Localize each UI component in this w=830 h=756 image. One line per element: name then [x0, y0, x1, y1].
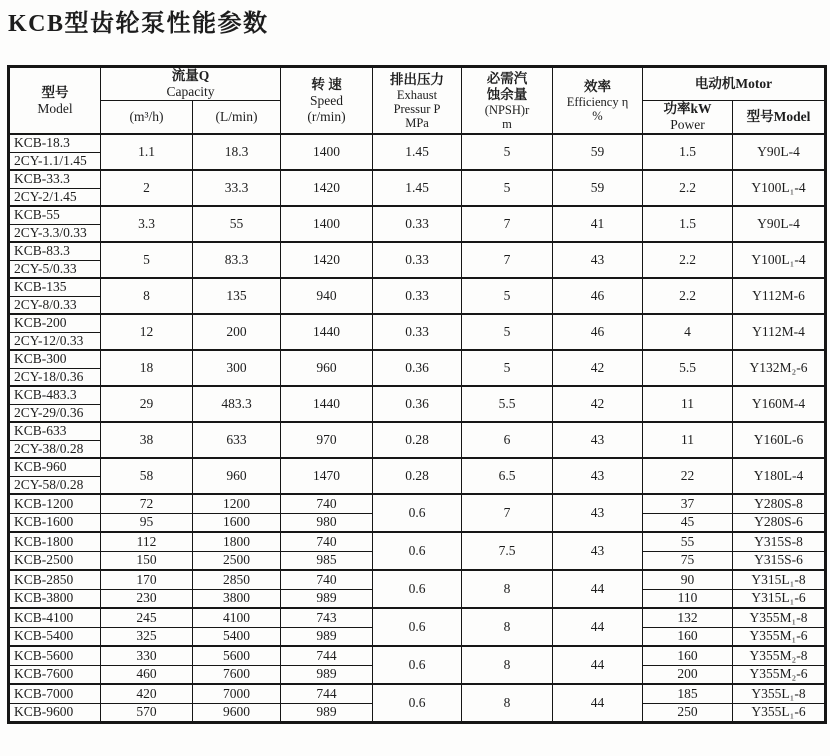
capacity-m3h-cell: 3.3 [101, 206, 193, 242]
speed-cell: 989 [281, 703, 373, 722]
power-cell: 37 [643, 494, 733, 513]
capacity-m3h-cell: 1.1 [101, 134, 193, 170]
efficiency-cell: 43 [553, 458, 643, 494]
npsh-cell: 5 [462, 134, 553, 170]
pump-model-2cy: 2CY-29/0.36 [9, 404, 101, 422]
power-cell: 160 [643, 627, 733, 646]
header-label-zh: 型号 [41, 84, 69, 100]
pump-model-kcb: KCB-633 [9, 422, 101, 440]
capacity-lmin-cell: 633 [193, 422, 281, 458]
pump-model-kcb: KCB-18.3 [9, 134, 101, 152]
table-row [9, 170, 826, 188]
header-label-unit: m [502, 116, 512, 131]
pump-model-kcb: KCB-2500 [9, 551, 101, 570]
power-cell: 160 [643, 646, 733, 665]
pressure-cell: 0.6 [373, 608, 462, 646]
pump-model-kcb: KCB-33.3 [9, 170, 101, 188]
pump-model-kcb: KCB-960 [9, 458, 101, 476]
table-row [9, 570, 826, 589]
capacity-lmin-cell: 3800 [193, 589, 281, 608]
header-label-zh: 排出压力 [390, 71, 445, 87]
capacity-lmin-cell: 1600 [193, 513, 281, 532]
pump-model-kcb: KCB-1200 [9, 494, 101, 513]
header-label-en: Speed [310, 92, 344, 108]
motor-model-cell: Y355M₁-6 [733, 627, 826, 646]
capacity-lmin-cell: 135 [193, 278, 281, 314]
col-header-model [9, 67, 101, 135]
col-header-lmin [193, 101, 281, 135]
power-cell: 132 [643, 608, 733, 627]
npsh-cell: 8 [462, 684, 553, 722]
pump-model-2cy: 2CY-8/0.33 [9, 296, 101, 314]
table-header-row [9, 67, 826, 101]
pump-model-2cy: 2CY-1.1/1.45 [9, 152, 101, 170]
header-label-en: Power [670, 117, 705, 132]
table-row [9, 242, 826, 260]
header-label-unit: (m³/h) [129, 109, 164, 124]
speed-cell: 1400 [281, 134, 373, 170]
capacity-lmin-cell: 2500 [193, 551, 281, 570]
capacity-m3h-cell: 5 [101, 242, 193, 278]
npsh-cell: 5 [462, 314, 553, 350]
capacity-m3h-cell: 230 [101, 589, 193, 608]
speed-cell: 744 [281, 684, 373, 703]
pump-model-kcb: KCB-5600 [9, 646, 101, 665]
power-cell: 2.2 [643, 170, 733, 206]
speed-cell: 740 [281, 494, 373, 513]
capacity-m3h-cell: 72 [101, 494, 193, 513]
col-header-power [643, 101, 733, 135]
power-cell: 55 [643, 532, 733, 551]
capacity-m3h-cell: 112 [101, 532, 193, 551]
pressure-cell: 1.45 [373, 134, 462, 170]
npsh-cell: 8 [462, 646, 553, 684]
capacity-m3h-cell: 29 [101, 386, 193, 422]
power-cell: 22 [643, 458, 733, 494]
power-cell: 250 [643, 703, 733, 722]
capacity-lmin-cell: 5400 [193, 627, 281, 646]
efficiency-cell: 43 [553, 494, 643, 532]
npsh-cell: 5 [462, 278, 553, 314]
capacity-m3h-cell: 460 [101, 665, 193, 684]
pressure-cell: 0.28 [373, 422, 462, 458]
motor-model-cell: Y160L-6 [733, 422, 826, 458]
speed-cell: 743 [281, 608, 373, 627]
motor-model-cell: Y100L₁-4 [733, 242, 826, 278]
pump-model-kcb: KCB-1600 [9, 513, 101, 532]
motor-model-cell: Y132M₂-6 [733, 350, 826, 386]
pump-model-kcb: KCB-483.3 [9, 386, 101, 404]
table-row [9, 532, 826, 551]
capacity-m3h-cell: 245 [101, 608, 193, 627]
efficiency-cell: 59 [553, 134, 643, 170]
capacity-m3h-cell: 150 [101, 551, 193, 570]
pump-model-2cy: 2CY-2/1.45 [9, 188, 101, 206]
speed-cell: 970 [281, 422, 373, 458]
capacity-lmin-cell: 300 [193, 350, 281, 386]
motor-model-cell: Y315L₁-8 [733, 570, 826, 589]
header-label-en: Efficiency η [566, 94, 629, 109]
capacity-m3h-cell: 12 [101, 314, 193, 350]
npsh-cell: 7 [462, 242, 553, 278]
table-row [9, 278, 826, 296]
col-header-m3h [101, 101, 193, 135]
pressure-cell: 0.6 [373, 570, 462, 608]
header-label-unit: (L/min) [215, 109, 258, 124]
power-cell: 2.2 [643, 242, 733, 278]
pump-model-kcb: KCB-200 [9, 314, 101, 332]
pressure-cell: 0.6 [373, 684, 462, 722]
capacity-lmin-cell: 9600 [193, 703, 281, 722]
pressure-cell: 0.33 [373, 242, 462, 278]
col-header-speed [281, 67, 373, 135]
pump-model-2cy: 2CY-5/0.33 [9, 260, 101, 278]
capacity-m3h-cell: 2 [101, 170, 193, 206]
motor-model-cell: Y355L₁-8 [733, 684, 826, 703]
header-label-en: (NPSH)r [484, 102, 530, 117]
header-label-zh: 型号Model [746, 109, 811, 124]
pressure-cell: 0.33 [373, 314, 462, 350]
motor-model-cell: Y90L-4 [733, 134, 826, 170]
table-row [9, 608, 826, 627]
table-row [9, 314, 826, 332]
capacity-lmin-cell: 200 [193, 314, 281, 350]
pump-model-kcb: KCB-83.3 [9, 242, 101, 260]
capacity-m3h-cell: 325 [101, 627, 193, 646]
capacity-lmin-cell: 18.3 [193, 134, 281, 170]
speed-cell: 1400 [281, 206, 373, 242]
speed-cell: 1420 [281, 170, 373, 206]
motor-model-cell: Y280S-8 [733, 494, 826, 513]
npsh-cell: 6.5 [462, 458, 553, 494]
efficiency-cell: 42 [553, 386, 643, 422]
speed-cell: 940 [281, 278, 373, 314]
speed-cell: 1440 [281, 386, 373, 422]
speed-cell: 985 [281, 551, 373, 570]
pump-model-kcb: KCB-9600 [9, 703, 101, 722]
header-label-en: Model [37, 100, 73, 116]
power-cell: 90 [643, 570, 733, 589]
col-header-capacity [101, 67, 281, 101]
capacity-m3h-cell: 170 [101, 570, 193, 589]
speed-cell: 960 [281, 350, 373, 386]
table-row [9, 422, 826, 440]
efficiency-cell: 43 [553, 532, 643, 570]
power-cell: 2.2 [643, 278, 733, 314]
npsh-cell: 6 [462, 422, 553, 458]
motor-model-cell: Y180L-4 [733, 458, 826, 494]
pump-model-kcb: KCB-1800 [9, 532, 101, 551]
pressure-cell: 0.36 [373, 386, 462, 422]
col-header-motor [643, 67, 826, 101]
pump-model-2cy: 2CY-58/0.28 [9, 476, 101, 494]
motor-model-cell: Y100L₁-4 [733, 170, 826, 206]
header-label-zh: 效率 [584, 78, 612, 94]
capacity-lmin-cell: 960 [193, 458, 281, 494]
power-cell: 11 [643, 422, 733, 458]
npsh-cell: 7.5 [462, 532, 553, 570]
pressure-cell: 0.6 [373, 646, 462, 684]
pump-performance-table [7, 65, 827, 724]
header-label-zh: 蚀余量 [486, 86, 528, 102]
pressure-cell: 0.33 [373, 278, 462, 314]
motor-model-cell: Y280S-6 [733, 513, 826, 532]
header-label-unit: MPa [405, 115, 429, 130]
pressure-cell: 0.33 [373, 206, 462, 242]
capacity-m3h-cell: 58 [101, 458, 193, 494]
pump-model-kcb: KCB-3800 [9, 589, 101, 608]
efficiency-cell: 43 [553, 422, 643, 458]
efficiency-cell: 41 [553, 206, 643, 242]
speed-cell: 1420 [281, 242, 373, 278]
pump-model-2cy: 2CY-38/0.28 [9, 440, 101, 458]
power-cell: 1.5 [643, 206, 733, 242]
table-row [9, 646, 826, 665]
power-cell: 11 [643, 386, 733, 422]
capacity-m3h-cell: 18 [101, 350, 193, 386]
capacity-lmin-cell: 1200 [193, 494, 281, 513]
pump-model-kcb: KCB-300 [9, 350, 101, 368]
speed-cell: 744 [281, 646, 373, 665]
npsh-cell: 5.5 [462, 386, 553, 422]
pump-model-kcb: KCB-7600 [9, 665, 101, 684]
speed-cell: 740 [281, 532, 373, 551]
motor-model-cell: Y315S-6 [733, 551, 826, 570]
pump-model-kcb: KCB-7000 [9, 684, 101, 703]
speed-cell: 1470 [281, 458, 373, 494]
npsh-cell: 5 [462, 350, 553, 386]
header-label-en: Capacity [166, 84, 215, 99]
efficiency-cell: 44 [553, 646, 643, 684]
capacity-lmin-cell: 1800 [193, 532, 281, 551]
efficiency-cell: 44 [553, 684, 643, 722]
power-cell: 4 [643, 314, 733, 350]
header-label-unit: % [592, 108, 603, 123]
table-row [9, 206, 826, 224]
header-label-zh: 电动机Motor [694, 76, 773, 91]
power-cell: 110 [643, 589, 733, 608]
table-row [9, 684, 826, 703]
power-cell: 45 [643, 513, 733, 532]
speed-cell: 989 [281, 589, 373, 608]
capacity-lmin-cell: 5600 [193, 646, 281, 665]
capacity-m3h-cell: 330 [101, 646, 193, 665]
efficiency-cell: 44 [553, 608, 643, 646]
efficiency-cell: 43 [553, 242, 643, 278]
capacity-m3h-cell: 38 [101, 422, 193, 458]
motor-model-cell: Y112M-6 [733, 278, 826, 314]
capacity-m3h-cell: 570 [101, 703, 193, 722]
table-row [9, 458, 826, 476]
capacity-m3h-cell: 95 [101, 513, 193, 532]
motor-model-cell: Y315L₁-6 [733, 589, 826, 608]
capacity-lmin-cell: 33.3 [193, 170, 281, 206]
col-header-npsh [462, 67, 553, 135]
pump-model-kcb: KCB-5400 [9, 627, 101, 646]
capacity-m3h-cell: 8 [101, 278, 193, 314]
header-label-zh: 必需汽 [486, 70, 528, 86]
power-cell: 5.5 [643, 350, 733, 386]
npsh-cell: 8 [462, 570, 553, 608]
header-label-en: Pressur P [393, 101, 441, 116]
col-header-pressure [373, 67, 462, 135]
npsh-cell: 5 [462, 170, 553, 206]
pump-model-2cy: 2CY-12/0.33 [9, 332, 101, 350]
pump-model-kcb: KCB-135 [9, 278, 101, 296]
pump-model-2cy: 2CY-3.3/0.33 [9, 224, 101, 242]
capacity-lmin-cell: 7600 [193, 665, 281, 684]
npsh-cell: 7 [462, 494, 553, 532]
header-label-zh: 转 速 [311, 76, 342, 92]
col-header-motor-model [733, 101, 826, 135]
speed-cell: 989 [281, 665, 373, 684]
pressure-cell: 0.28 [373, 458, 462, 494]
motor-model-cell: Y355M₂-6 [733, 665, 826, 684]
header-label-zh: 流量Q [171, 68, 210, 83]
header-label-zh: 功率kW [663, 101, 712, 116]
header-label-unit: (r/min) [307, 108, 346, 124]
motor-model-cell: Y355L₁-6 [733, 703, 826, 722]
motor-model-cell: Y355M₁-8 [733, 608, 826, 627]
pump-model-kcb: KCB-4100 [9, 608, 101, 627]
col-header-efficiency [553, 67, 643, 135]
speed-cell: 989 [281, 627, 373, 646]
pressure-cell: 1.45 [373, 170, 462, 206]
pressure-cell: 0.6 [373, 494, 462, 532]
motor-model-cell: Y355M₂-8 [733, 646, 826, 665]
table-row [9, 134, 826, 152]
speed-cell: 1440 [281, 314, 373, 350]
motor-model-cell: Y90L-4 [733, 206, 826, 242]
motor-model-cell: Y160M-4 [733, 386, 826, 422]
pressure-cell: 0.6 [373, 532, 462, 570]
pressure-cell: 0.36 [373, 350, 462, 386]
efficiency-cell: 44 [553, 570, 643, 608]
speed-cell: 740 [281, 570, 373, 589]
efficiency-cell: 46 [553, 314, 643, 350]
table-row [9, 386, 826, 404]
efficiency-cell: 59 [553, 170, 643, 206]
table-row [9, 350, 826, 368]
speed-cell: 980 [281, 513, 373, 532]
table-row [9, 494, 826, 513]
power-cell: 1.5 [643, 134, 733, 170]
capacity-lmin-cell: 4100 [193, 608, 281, 627]
capacity-lmin-cell: 7000 [193, 684, 281, 703]
motor-model-cell: Y112M-4 [733, 314, 826, 350]
power-cell: 185 [643, 684, 733, 703]
power-cell: 75 [643, 551, 733, 570]
npsh-cell: 7 [462, 206, 553, 242]
pump-model-2cy: 2CY-18/0.36 [9, 368, 101, 386]
header-label-en: Exhaust [396, 87, 438, 102]
efficiency-cell: 42 [553, 350, 643, 386]
power-cell: 200 [643, 665, 733, 684]
capacity-lmin-cell: 2850 [193, 570, 281, 589]
motor-model-cell: Y315S-8 [733, 532, 826, 551]
npsh-cell: 8 [462, 608, 553, 646]
capacity-lmin-cell: 55 [193, 206, 281, 242]
capacity-lmin-cell: 483.3 [193, 386, 281, 422]
page-title: KCB型齿轮泵性能参数 [8, 11, 269, 37]
capacity-lmin-cell: 83.3 [193, 242, 281, 278]
capacity-m3h-cell: 420 [101, 684, 193, 703]
efficiency-cell: 46 [553, 278, 643, 314]
pump-model-kcb: KCB-55 [9, 206, 101, 224]
pump-model-kcb: KCB-2850 [9, 570, 101, 589]
